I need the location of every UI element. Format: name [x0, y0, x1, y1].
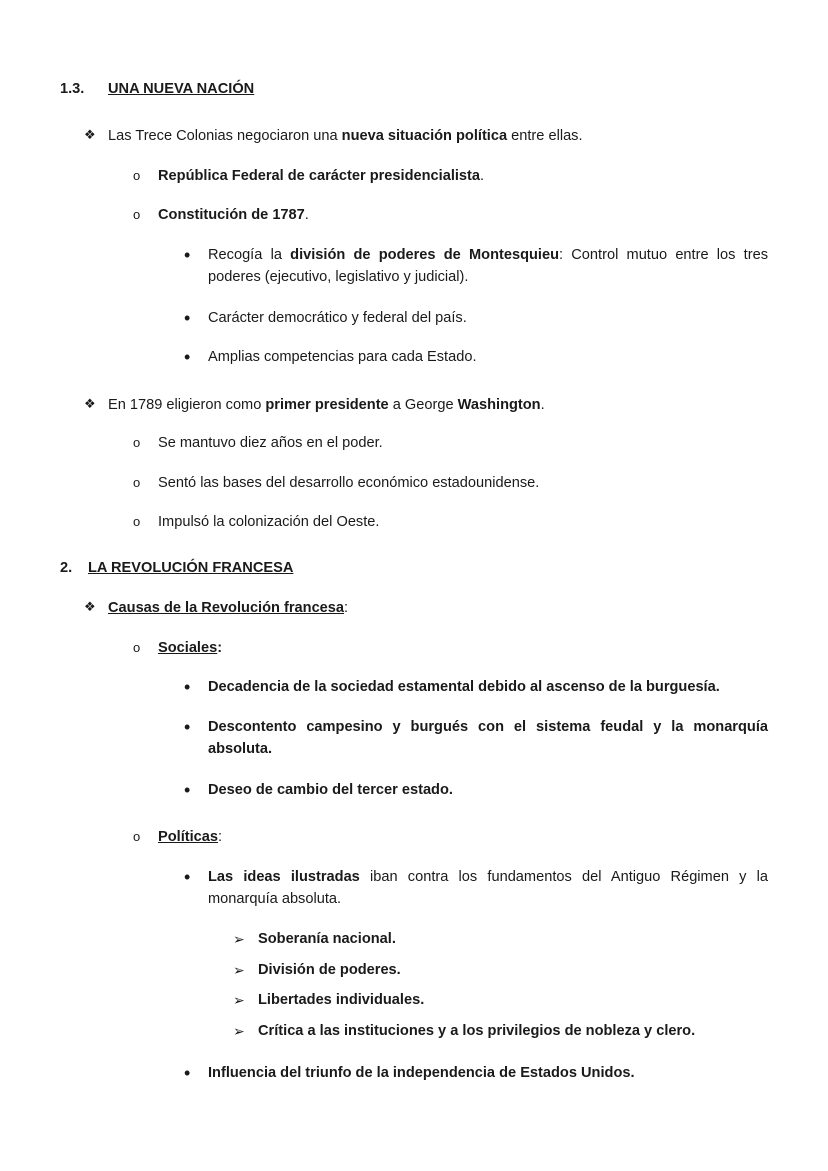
- circle-bullet-icon: o: [133, 207, 141, 222]
- bold-text: primer presidente: [265, 397, 389, 413]
- bullet-icon: •: [184, 780, 191, 800]
- arrow-bullet-icon: ➢: [233, 931, 245, 947]
- bold-text: división de poderes de Montesquieu: [290, 247, 559, 263]
- text: :: [218, 829, 223, 845]
- list-item-division: División de poderes.: [258, 962, 401, 978]
- bullet-icon: •: [184, 867, 191, 887]
- bold-text: :: [217, 640, 223, 656]
- text: entre ellas.: [507, 128, 583, 144]
- list-item-critica: Crítica a las instituciones y a los privilegios de nobleza y clero.: [258, 1023, 696, 1039]
- text: En 1789 eligieron como: [108, 397, 266, 413]
- list-item-ideas-ilustradas: [208, 866, 768, 910]
- bullet-icon: •: [184, 677, 191, 697]
- list-item-division-poderes: [208, 244, 768, 288]
- list-item-influencia: Influencia del triunfo de la independencia de Estados Unidos.: [208, 1065, 635, 1081]
- list-item-republica-federal: [158, 165, 484, 187]
- list-item-bases-desarrollo: Sentó las bases del desarrollo económico estadounidense.: [158, 475, 540, 491]
- bullet-icon: •: [184, 245, 191, 265]
- list-item-washington: [108, 394, 545, 416]
- circle-bullet-icon: o: [133, 475, 141, 490]
- text: Las Trece Colonias negociaron una: [108, 128, 342, 144]
- list-item-sociales: [158, 637, 222, 659]
- underlined-bold-text: Causas de la Revolución francesa: [108, 600, 345, 616]
- underlined-bold-text: Políticas: [158, 829, 219, 845]
- bold-text: República Federal de carácter presidencialista: [158, 168, 481, 184]
- list-item-descontento: Descontento campesino y burgués con el sistema feudal y la monarquía absoluta.: [208, 719, 768, 757]
- circle-bullet-icon: o: [133, 168, 141, 183]
- bold-text: Constitución de 1787: [158, 207, 305, 223]
- diamond-bullet-icon: ❖: [84, 599, 96, 614]
- arrow-bullet-icon: ➢: [233, 962, 245, 978]
- text: a George: [388, 397, 458, 413]
- list-item-libertades: Libertades individuales.: [258, 992, 425, 1008]
- bold-text: Las ideas ilustradas: [208, 869, 360, 885]
- list-item-caracter-democratico: Carácter democrático y federal del país.: [208, 310, 467, 326]
- underlined-bold-text: Sociales: [158, 640, 218, 656]
- circle-bullet-icon: o: [133, 640, 141, 655]
- section-number-2: 2.: [60, 560, 73, 576]
- list-item-soberania: Soberanía nacional.: [258, 931, 396, 947]
- diamond-bullet-icon: ❖: [84, 396, 96, 411]
- list-item-amplias-competencias: Amplias competencias para cada Estado.: [208, 349, 477, 365]
- list-item-deseo-cambio: Deseo de cambio del tercer estado.: [208, 782, 453, 798]
- circle-bullet-icon: o: [133, 514, 141, 529]
- bullet-icon: •: [184, 1063, 191, 1083]
- text: Recogía la: [208, 247, 291, 263]
- bold-text: Washington: [457, 397, 541, 413]
- text: .: [540, 397, 545, 413]
- list-item-decadencia: Decadencia de la sociedad estamental debido al ascenso de la burguesía.: [208, 679, 720, 695]
- diamond-bullet-icon: ❖: [84, 127, 96, 142]
- text: :: [344, 600, 349, 616]
- list-item-politicas: [158, 826, 222, 848]
- bullet-icon: •: [184, 308, 191, 328]
- list-item-diez-anos: Se mantuvo diez años en el poder.: [158, 435, 383, 451]
- section-title-revolucion-francesa: LA REVOLUCIÓN FRANCESA: [88, 560, 294, 576]
- arrow-bullet-icon: ➢: [233, 1023, 245, 1039]
- text: iban contra los fundamentos del Antiguo Régimen y la monarquía absoluta.: [208, 869, 768, 907]
- bold-text: nueva situación política: [341, 128, 508, 144]
- list-item-causas: [108, 597, 348, 619]
- list-item-constitucion: [158, 204, 309, 226]
- text: .: [304, 207, 309, 223]
- list-item-colonizacion-oeste: Impulsó la colonización del Oeste.: [158, 514, 380, 530]
- circle-bullet-icon: o: [133, 435, 141, 450]
- arrow-bullet-icon: ➢: [233, 992, 245, 1008]
- text: : Control mutuo entre los tres poderes (ejecutivo, legislativo y judicial).: [208, 247, 768, 285]
- bullet-icon: •: [184, 717, 191, 737]
- section-title-nueva-nacion: UNA NUEVA NACIÓN: [108, 81, 255, 97]
- list-item-trece-colonias: [108, 125, 583, 147]
- bullet-icon: •: [184, 347, 191, 367]
- circle-bullet-icon: o: [133, 829, 141, 844]
- section-number-1-3: 1.3.: [60, 81, 85, 97]
- text: .: [480, 168, 485, 184]
